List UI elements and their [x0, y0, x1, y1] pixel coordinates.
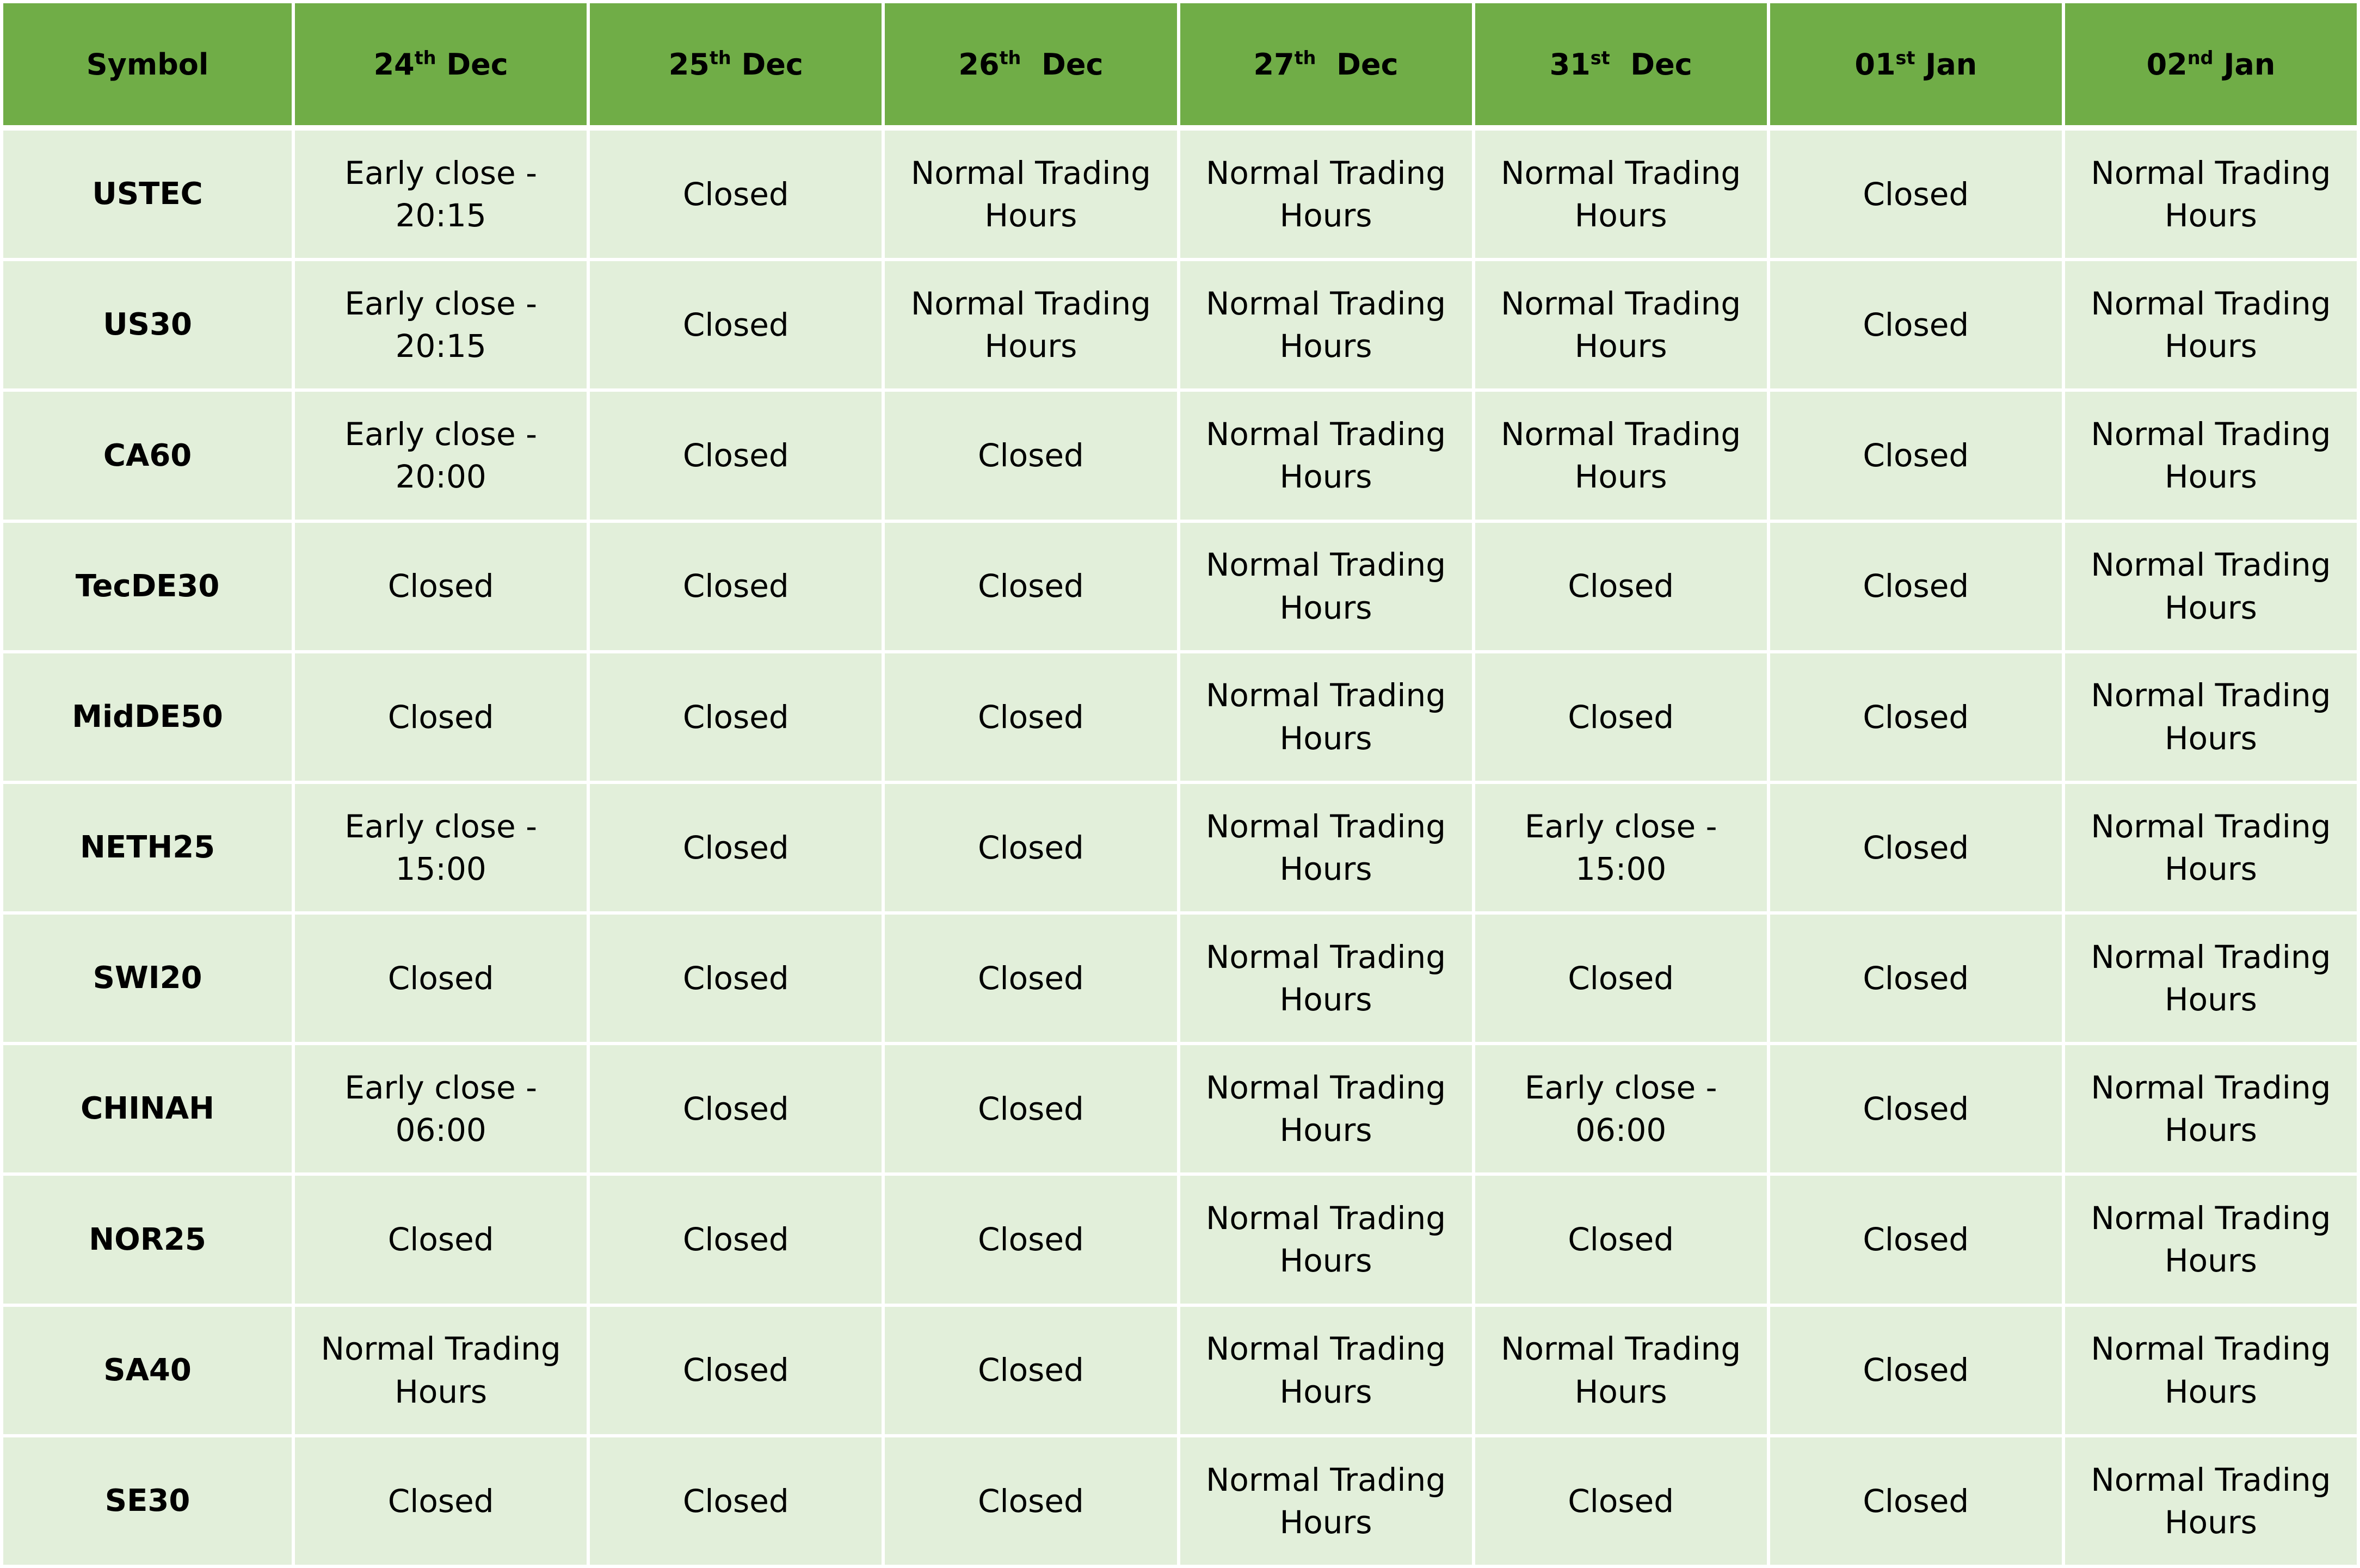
schedule-cell: Closed — [295, 1176, 590, 1306]
column-header-date — [1770, 0, 2065, 131]
column-header-date — [590, 0, 885, 131]
schedule-cell: Closed — [1475, 523, 1770, 653]
symbol-cell: CA60 — [0, 392, 295, 522]
header-ordinal-suffix: th — [709, 47, 731, 69]
symbol-cell: SE30 — [0, 1437, 295, 1568]
schedule-cell: Normal Trading Hours — [2065, 261, 2360, 392]
schedule-cell: Closed — [590, 784, 885, 915]
schedule-cell: Closed — [885, 653, 1180, 784]
schedule-cell: Closed — [295, 523, 590, 653]
table-row — [0, 653, 2360, 784]
symbol-cell: MidDE50 — [0, 653, 295, 784]
schedule-cell: Normal Trading Hours — [1180, 1307, 1475, 1437]
schedule-cell: Closed — [885, 1045, 1180, 1176]
schedule-cell: Normal Trading Hours — [1180, 653, 1475, 784]
table-row — [0, 523, 2360, 653]
schedule-cell: Normal Trading Hours — [1180, 392, 1475, 522]
table-row — [0, 1437, 2360, 1568]
header-text: 27 — [1253, 47, 1295, 82]
schedule-cell: Closed — [590, 1307, 885, 1437]
header-text: 02 — [2146, 47, 2188, 82]
column-header-date — [1475, 0, 1770, 131]
header-ordinal-suffix: th — [1294, 47, 1316, 69]
column-header-date — [1180, 0, 1475, 131]
schedule-cell: Normal Trading Hours — [1180, 1176, 1475, 1306]
header-ordinal-suffix: st — [1895, 47, 1915, 69]
schedule-cell: Normal Trading Hours — [885, 261, 1180, 392]
schedule-cell: Normal Trading Hours — [1180, 1045, 1475, 1176]
schedule-cell: Closed — [1770, 1307, 2065, 1437]
column-header-date — [885, 0, 1180, 131]
schedule-cell: Closed — [295, 1437, 590, 1568]
schedule-cell: Normal Trading Hours — [885, 131, 1180, 261]
schedule-cell: Closed — [590, 1045, 885, 1176]
table-row — [0, 131, 2360, 261]
header-month: Dec — [731, 47, 803, 82]
schedule-cell: Normal Trading Hours — [1180, 131, 1475, 261]
schedule-cell: Normal Trading Hours — [1180, 784, 1475, 915]
schedule-cell: Closed — [590, 1437, 885, 1568]
table-row — [0, 392, 2360, 522]
table-header — [0, 0, 2360, 131]
table-body — [0, 131, 2360, 1568]
schedule-cell: Early close - 15:00 — [295, 784, 590, 915]
symbol-cell: NETH25 — [0, 784, 295, 915]
schedule-cell: Normal Trading Hours — [1475, 1307, 1770, 1437]
schedule-cell: Closed — [1770, 261, 2065, 392]
schedule-cell: Closed — [1475, 653, 1770, 784]
table-row — [0, 784, 2360, 915]
schedule-cell: Closed — [885, 1176, 1180, 1306]
schedule-cell: Closed — [885, 1437, 1180, 1568]
header-ordinal-suffix: nd — [2187, 47, 2214, 69]
header-month: Jan — [2213, 47, 2276, 82]
schedule-cell: Normal Trading Hours — [2065, 653, 2360, 784]
header-month: Dec — [1610, 47, 1692, 82]
schedule-cell: Normal Trading Hours — [2065, 784, 2360, 915]
symbol-cell: TecDE30 — [0, 523, 295, 653]
schedule-cell: Closed — [885, 784, 1180, 915]
header-row — [0, 0, 2360, 131]
schedule-cell: Closed — [295, 915, 590, 1045]
schedule-cell: Closed — [885, 523, 1180, 653]
table-row — [0, 1176, 2360, 1306]
schedule-cell: Normal Trading Hours — [2065, 1307, 2360, 1437]
symbol-cell: USTEC — [0, 131, 295, 261]
header-text: 26 — [958, 47, 1000, 82]
schedule-cell: Normal Trading Hours — [2065, 131, 2360, 261]
table-row — [0, 261, 2360, 392]
header-text: 01 — [1854, 47, 1896, 82]
schedule-cell: Closed — [590, 131, 885, 261]
header-ordinal-suffix: th — [414, 47, 436, 69]
schedule-cell: Closed — [1770, 131, 2065, 261]
schedule-cell: Closed — [1770, 1176, 2065, 1306]
header-text: 25 — [668, 47, 710, 82]
schedule-cell: Normal Trading Hours — [295, 1307, 590, 1437]
schedule-cell: Closed — [1475, 915, 1770, 1045]
schedule-cell: Closed — [885, 392, 1180, 522]
schedule-cell: Closed — [590, 915, 885, 1045]
schedule-cell: Early close - 20:15 — [295, 131, 590, 261]
schedule-cell: Closed — [590, 261, 885, 392]
table-row — [0, 1307, 2360, 1437]
schedule-cell: Early close - 06:00 — [1475, 1045, 1770, 1176]
schedule-cell: Closed — [590, 1176, 885, 1306]
schedule-cell: Normal Trading Hours — [1475, 131, 1770, 261]
schedule-cell: Closed — [1770, 392, 2065, 522]
schedule-cell: Closed — [590, 653, 885, 784]
schedule-cell: Normal Trading Hours — [1180, 915, 1475, 1045]
schedule-cell: Closed — [1770, 784, 2065, 915]
schedule-cell: Early close - 06:00 — [295, 1045, 590, 1176]
schedule-cell: Closed — [1475, 1437, 1770, 1568]
schedule-cell: Early close - 20:00 — [295, 392, 590, 522]
symbol-cell: SA40 — [0, 1307, 295, 1437]
header-text: 24 — [373, 47, 415, 82]
schedule-cell: Normal Trading Hours — [2065, 523, 2360, 653]
schedule-cell: Closed — [295, 653, 590, 784]
schedule-cell: Normal Trading Hours — [2065, 915, 2360, 1045]
header-ordinal-suffix: st — [1590, 47, 1610, 69]
header-text: Symbol — [86, 47, 209, 82]
header-month: Dec — [1021, 47, 1104, 82]
schedule-cell: Normal Trading Hours — [1475, 392, 1770, 522]
symbol-cell: NOR25 — [0, 1176, 295, 1306]
schedule-cell: Closed — [885, 1307, 1180, 1437]
schedule-cell: Closed — [590, 392, 885, 522]
schedule-cell: Closed — [1770, 1045, 2065, 1176]
schedule-cell: Normal Trading Hours — [1180, 1437, 1475, 1568]
column-header-symbol — [0, 0, 295, 131]
schedule-cell: Normal Trading Hours — [1180, 523, 1475, 653]
symbol-cell: SWI20 — [0, 915, 295, 1045]
header-month: Dec — [1316, 47, 1398, 82]
schedule-cell: Closed — [590, 523, 885, 653]
symbol-cell: CHINAH — [0, 1045, 295, 1176]
schedule-cell: Normal Trading Hours — [2065, 1176, 2360, 1306]
header-month: Jan — [1915, 47, 1977, 82]
symbol-cell: US30 — [0, 261, 295, 392]
header-month: Dec — [436, 47, 508, 82]
header-text: 31 — [1549, 47, 1591, 82]
schedule-cell: Closed — [885, 915, 1180, 1045]
column-header-date — [295, 0, 590, 131]
table-row — [0, 915, 2360, 1045]
schedule-cell: Normal Trading Hours — [2065, 392, 2360, 522]
schedule-cell: Early close - 20:15 — [295, 261, 590, 392]
column-header-date — [2065, 0, 2360, 131]
schedule-cell: Normal Trading Hours — [1475, 261, 1770, 392]
header-ordinal-suffix: th — [999, 47, 1021, 69]
schedule-cell: Closed — [1770, 915, 2065, 1045]
schedule-cell: Closed — [1770, 523, 2065, 653]
schedule-cell: Normal Trading Hours — [2065, 1045, 2360, 1176]
table-row — [0, 1045, 2360, 1176]
schedule-cell: Closed — [1770, 653, 2065, 784]
schedule-cell: Closed — [1475, 1176, 1770, 1306]
schedule-cell: Normal Trading Hours — [2065, 1437, 2360, 1568]
schedule-cell: Normal Trading Hours — [1180, 261, 1475, 392]
schedule-cell: Closed — [1770, 1437, 2065, 1568]
schedule-cell: Early close - 15:00 — [1475, 784, 1770, 915]
